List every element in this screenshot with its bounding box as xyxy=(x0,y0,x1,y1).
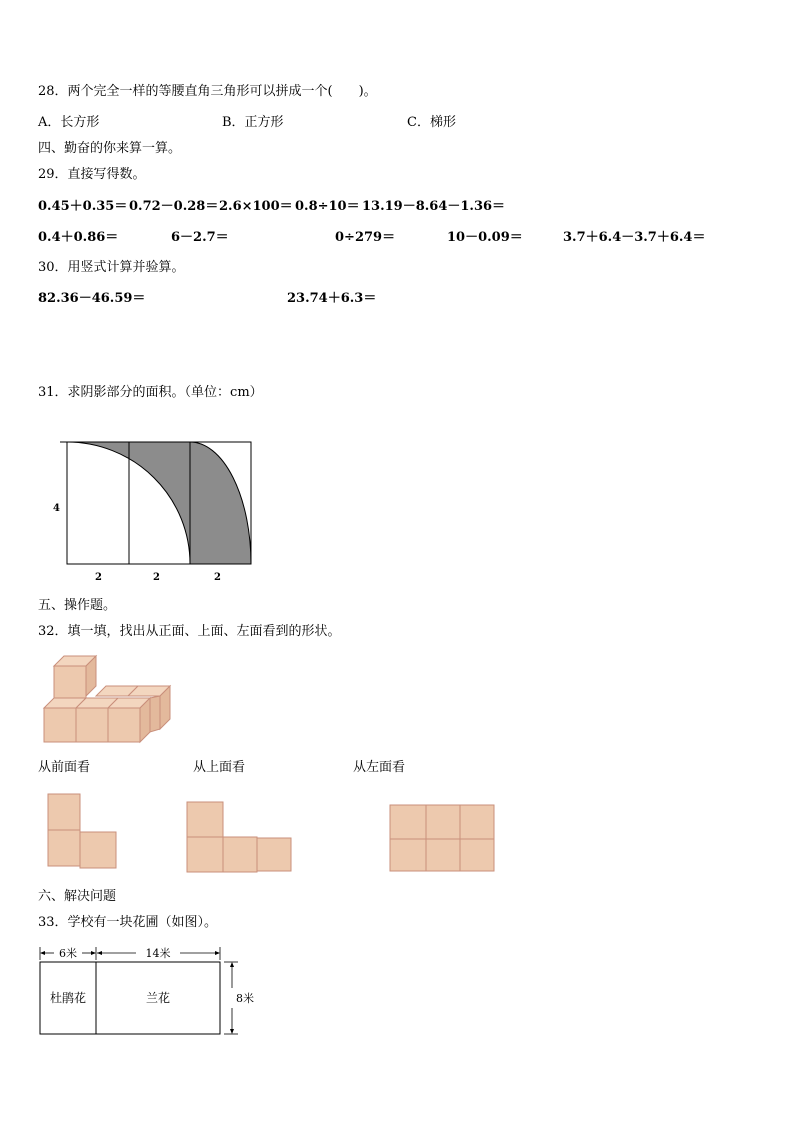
q33-dim-left: 6米 xyxy=(59,947,77,960)
q33-region-left: 杜鹃花 xyxy=(49,991,87,1005)
q28-stem: 28．两个完全一样的等腰直角三角形可以拼成一个( )。 xyxy=(38,84,377,99)
q32-top-view xyxy=(185,800,295,874)
q32-view-left-label: 从左面看 xyxy=(353,760,406,775)
q31-stem: 31．求阴影部分的面积。（单位：cm） xyxy=(38,385,263,400)
q32-left-view xyxy=(388,803,498,875)
q32-stem: 32．填一填，找出从正面、上面、左面看到的形状。 xyxy=(38,624,341,639)
q30-item: 23.74＋6.3＝ xyxy=(287,291,377,306)
q29-expr: 13.19－8.64－1.36＝ xyxy=(362,199,506,214)
q33-stem: 33．学校有一块花圃（如图）。 xyxy=(38,915,218,930)
q29-expr: 0.72－0.28＝ xyxy=(129,199,219,214)
q32-cube-stack xyxy=(42,652,172,746)
q33-dim-height: 8米 xyxy=(236,992,254,1005)
q31-shaded-area-figure xyxy=(40,432,270,592)
q33-garden-figure xyxy=(36,944,256,1040)
q28-option-a: A．长方形 xyxy=(38,115,100,130)
q29-expr: 2.6×100＝ xyxy=(219,199,293,214)
section-6-heading: 六、解决问题 xyxy=(38,889,117,904)
q29-stem: 29．直接写得数。 xyxy=(38,167,146,182)
q32-view-front-label: 从前面看 xyxy=(38,760,91,775)
q32-front-view xyxy=(46,792,120,872)
q29-expr: 3.7＋6.4－3.7＋6.4＝ xyxy=(563,230,706,245)
q30-stem: 30．用竖式计算并验算。 xyxy=(38,260,185,275)
q31-width-label: 2 xyxy=(214,572,221,583)
q28-option-c: C．梯形 xyxy=(407,115,456,130)
section-4-heading: 四、勤奋的你来算一算。 xyxy=(38,141,182,156)
q29-expr: 10－0.09＝ xyxy=(447,230,523,245)
q29-expr: 0.4＋0.86＝ xyxy=(38,230,119,245)
q33-region-right: 兰花 xyxy=(145,991,171,1005)
q29-expr: 0÷279＝ xyxy=(335,230,396,245)
q31-width-label: 2 xyxy=(95,572,102,583)
q29-expr: 0.8÷10＝ xyxy=(295,199,360,214)
q28-option-b: B．正方形 xyxy=(222,115,284,130)
q29-expr: 0.45＋0.35＝ xyxy=(38,199,128,214)
q32-view-top-label: 从上面看 xyxy=(193,760,246,775)
q29-expr: 6－2.7＝ xyxy=(171,230,229,245)
q31-height-label: 4 xyxy=(53,503,60,514)
q30-item: 82.36－46.59＝ xyxy=(38,291,146,306)
q33-dim-right: 14米 xyxy=(145,947,171,960)
q31-width-label: 2 xyxy=(153,572,160,583)
section-5-heading: 五、操作题。 xyxy=(38,598,117,613)
